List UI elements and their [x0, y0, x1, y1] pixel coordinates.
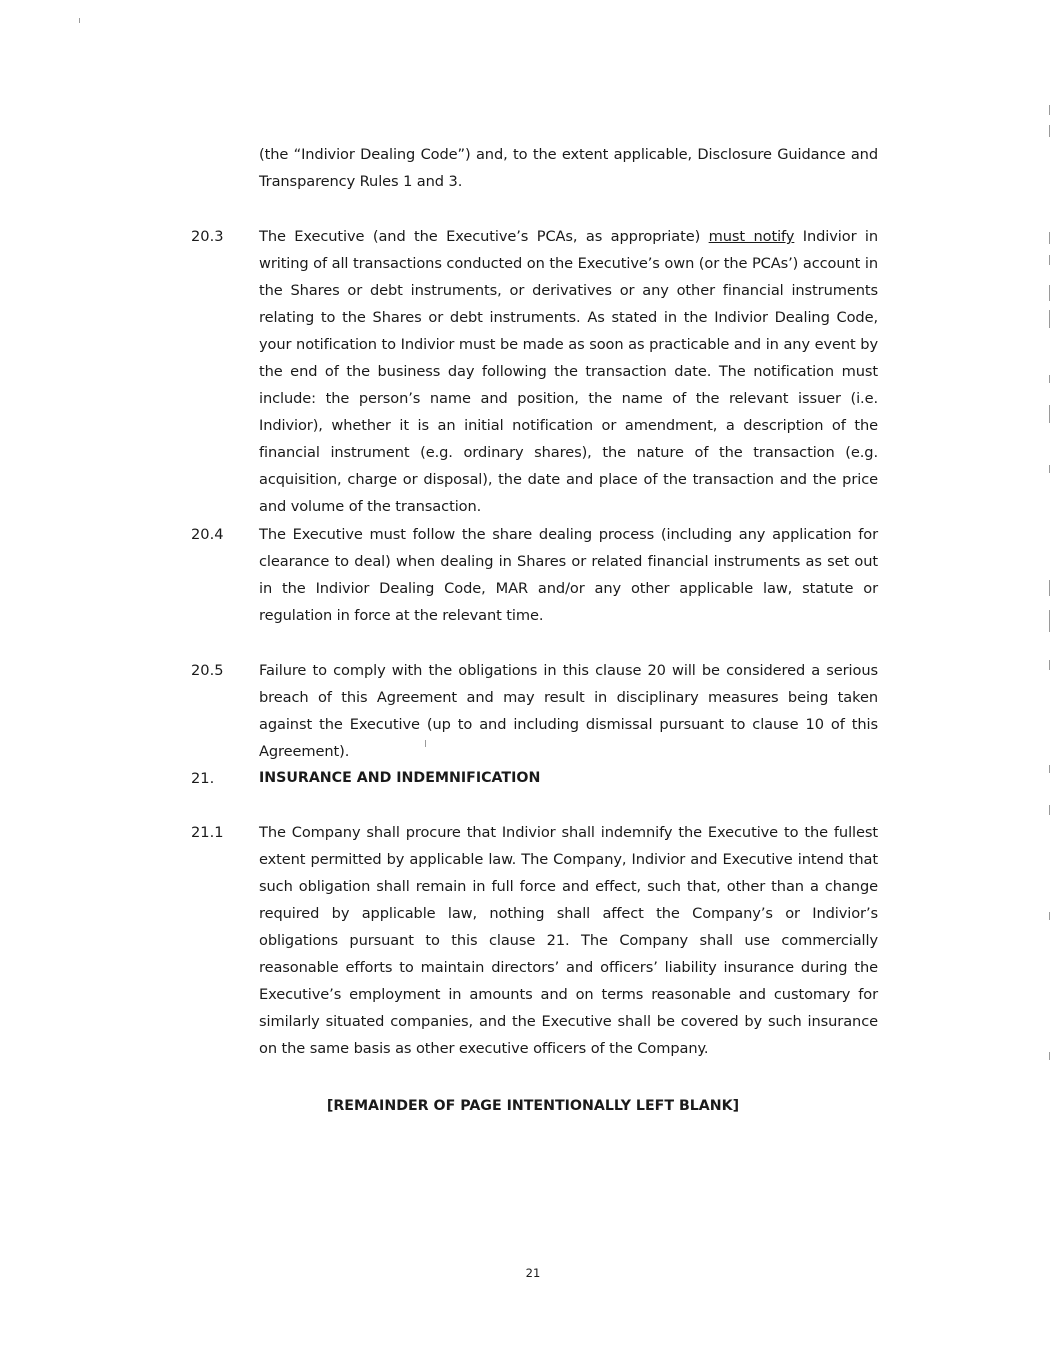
clause-20-4-text: The Executive must follow the share dealing process (including any application for clearance to deal) when dealing in Shares or related financial instruments as set out in the Indivior Dealing Code, MAR and/or any other applicable law, statute or regulation in force at the relevant time.	[259, 526, 878, 624]
clause-20-3-text	[259, 223, 878, 520]
page-number: 21	[525, 1266, 541, 1280]
clause-number-20-4: 20.4	[191, 526, 224, 543]
section-number-21: 21.	[191, 770, 215, 787]
section-21-heading: INSURANCE AND INDEMNIFICATION	[259, 770, 541, 786]
clause-number-20-5: 20.5	[191, 662, 224, 679]
clause-20-3-text-rest: Indivior in writing of all transactions conducted on the Executive’s own (or the PCAs’) account in the Shares or debt instruments, or derivatives or any other financial instruments relating to the Shares or debt instruments. As stated in the Indivior Dealing Code, your notification to Indivior must be made as soon as practicable and in any event by the end of the business day following the transaction date. The notification must include: the person’s name and position, the name of the relevant issuer (i.e. Indivior), whether it is an initial notification or amendment, a description of the financial instrument (e.g. ordinary shares), the nature of the transaction (e.g. acquisition, charge or disposal), the date and place of the transaction and the price and volume of the transaction.	[259, 228, 879, 515]
clause-21-1-text: The Company shall procure that Indivior shall indemnify the Executive to the fullest extent permitted by applicable law. The Company, Indivior and Executive intend that such obligation shall remain in full force and effect, such that, other than a change required by applicable law, nothing shall affect the Company’s or Indivior’s obligations pursuant to this clause 21. The Company shall use commercially reasonable efforts to maintain directors’ and officers’ liability insurance during the Executive’s employment in amounts and on terms reasonable and customary for similarly situated companies, and the Executive shall be covered by such insurance on the same basis as other executive officers of the Company.	[259, 824, 878, 1057]
clause-20-3-underlined: must notify	[708, 228, 795, 245]
intro-paragraph: (the “Indivior Dealing Code”) and, to the extent applicable, Disclosure Guidance and Transparency Rules 1 and 3.	[259, 146, 878, 190]
clause-20-3-text-start: The Executive (and the Executive’s PCAs, as appropriate)	[259, 228, 709, 245]
clause-20-5-text: Failure to comply with the obligations in this clause 20 will be considered a serious breach of this Agreement and may result in disciplinary measures being taken against the Executive (up to and including dismissal pursuant to clause 10 of this Agreement).	[259, 662, 878, 760]
clause-number-20-3: 20.3	[191, 228, 224, 245]
remainder-blank-note: [REMAINDER OF PAGE INTENTIONALLY LEFT BLANK]	[326, 1098, 740, 1114]
clause-number-21-1: 21.1	[191, 824, 224, 841]
